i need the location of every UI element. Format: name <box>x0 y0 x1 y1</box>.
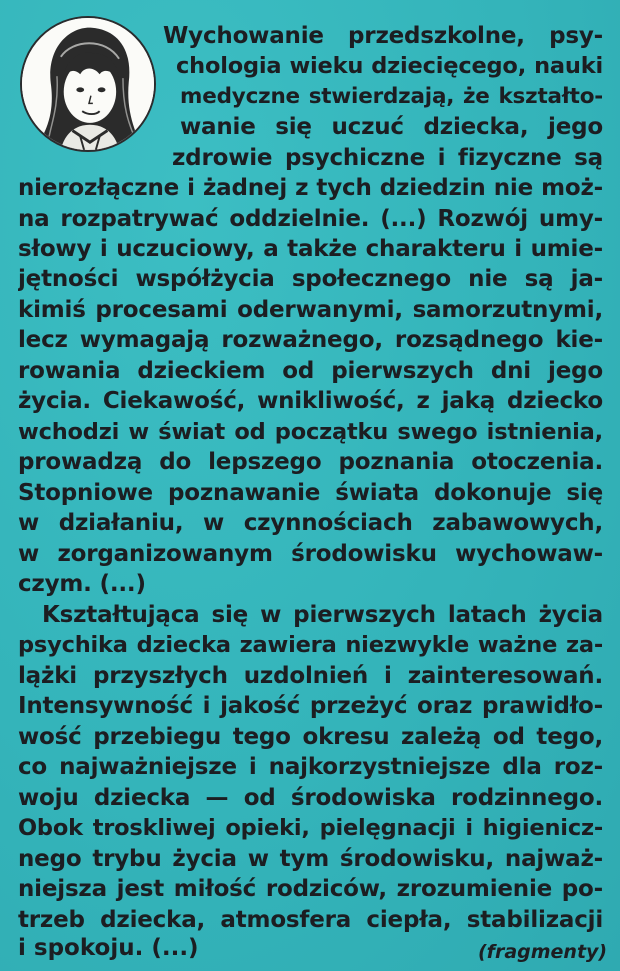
paragraph1-line-2: chologia wieku dziecięcego, nauki <box>176 53 603 79</box>
paragraph2-line-4: Intensywność i jakość przeżyć oraz prawidło- <box>18 693 603 719</box>
paragraph2-line-11: trzeb dziecka, atmosfera ciepła, stabilizacji <box>18 907 603 933</box>
paragraph1-line-5: zdrowie psychiczne i fizyczne są <box>172 145 603 171</box>
paragraph1-line-13: życia. Ciekawość, wnikliwość, z jaką dziecko <box>18 388 603 414</box>
paragraph2-line-7: woju dziecka — od środowiska rodzinnego. <box>18 785 603 811</box>
paragraph2-line-8: Obok troskliwej opieki, pielęgnacji i higienicz- <box>18 815 603 841</box>
child-portrait-icon <box>20 16 156 152</box>
paragraph1-line-12: rowania dzieckiem od pierwszych dni jego <box>18 358 603 384</box>
paragraph1-line-16: Stopniowe poznawanie świata dokonuje się <box>18 480 603 506</box>
paragraph1-line-9: jętności współżycia społecznego nie są ja- <box>18 266 603 292</box>
paragraph1-line-14: wchodzi w świat od początku swego istnienia, <box>18 419 603 445</box>
paragraph1-line-4: wanie się uczuć dziecka, jego <box>180 114 603 140</box>
paragraph1-line-6: nierozłączne i żadnej z tych dziedzin nie moż- <box>18 175 603 201</box>
paragraph2-line-9: nego trybu życia w tym środowisku, najważ- <box>18 846 603 872</box>
paragraph2-line-2: psychika dziecka zawiera niezwykle ważne za- <box>18 632 603 658</box>
paragraph1-line-15: prowadzą do lepszego poznania otoczenia. <box>18 449 603 475</box>
paragraph1-line-7: na rozpatrywać oddzielnie. (...) Rozwój umy- <box>18 206 603 232</box>
paragraph1-line-19: czym. (...) <box>18 571 146 597</box>
child-portrait-drawing <box>22 18 154 150</box>
paragraph1-line-8: słowy i uczuciowy, a także charakteru i umie- <box>18 236 603 262</box>
paragraph2-line-12: i spokoju. (...) <box>18 935 199 961</box>
paragraph1-line-10: kimiś procesami oderwanymi, samorzutnymi, <box>18 297 603 323</box>
paragraph2-line-6: co najważniejsze i najkorzystniejsze dla roz- <box>18 754 603 780</box>
paragraph1-line-18: w zorganizowanym środowisku wychowaw- <box>18 541 603 567</box>
paragraph2-line-3: lążki przyszłych uzdolnień i zainteresowań. <box>18 663 603 689</box>
paragraph2-line-5: wość przebiegu tego okresu zależą od tego, <box>18 724 603 750</box>
paragraph1-line-11: lecz wymagają rozważnego, rozsądnego kie- <box>18 327 603 353</box>
paragraph1-line-17: w działaniu, w czynnościach zabawowych, <box>18 510 603 536</box>
source-note: (fragmenty) <box>478 941 608 963</box>
paragraph2-line-10: niejsza jest miłość rodziców, zrozumienie po- <box>18 876 603 902</box>
paragraph2-line-1: Kształtująca się w pierwszych latach życia <box>42 602 603 628</box>
paragraph1-line-3: medyczne stwierdzają, że kształto- <box>180 84 603 109</box>
paragraph1-line-1: Wychowanie przedszkolne, psy- <box>163 23 603 49</box>
